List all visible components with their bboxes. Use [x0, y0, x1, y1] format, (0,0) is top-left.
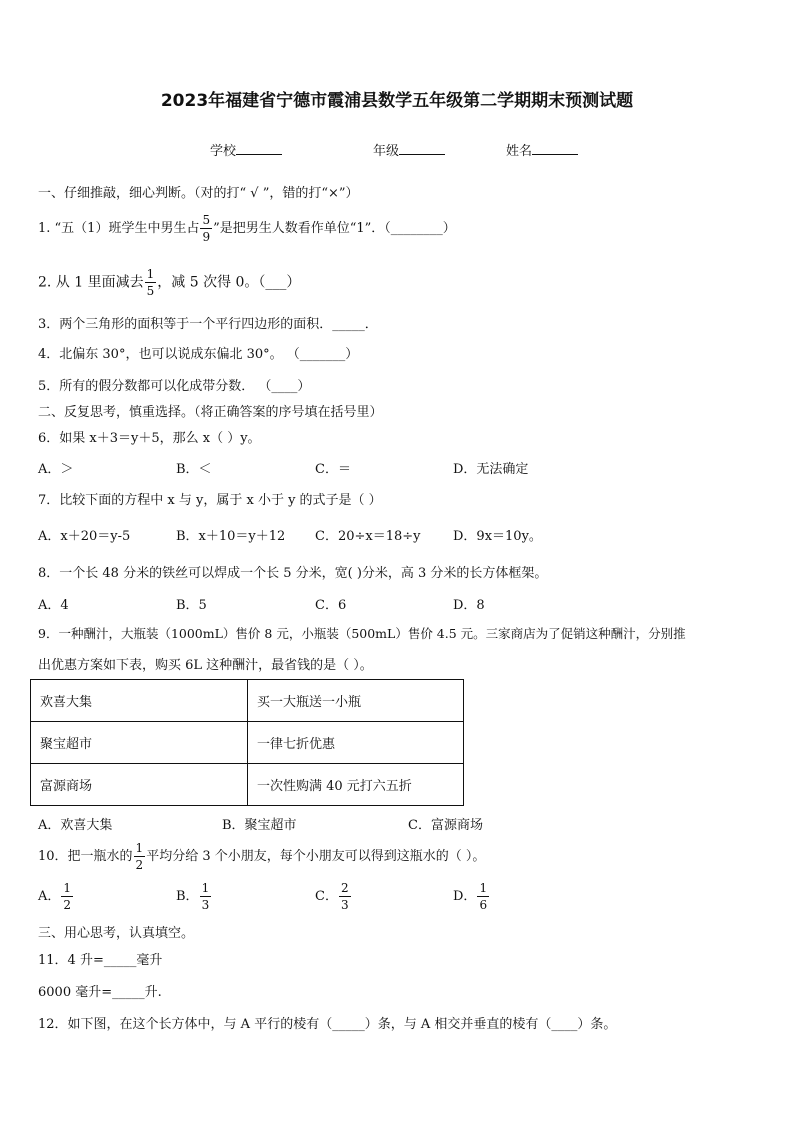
question-11a: 11．4 升=_____毫升	[38, 953, 163, 968]
q6-option-d[interactable]: D．无法确定	[453, 462, 529, 477]
table-cell-offer: 一次性购满 40 元打六五折	[248, 764, 464, 806]
q1-text-pre: 1. “五（1）班学生中男生占	[38, 221, 200, 236]
grade-field[interactable]	[373, 140, 445, 159]
q10-option-a-label: A．	[38, 889, 61, 904]
q2-fraction-denominator: 5	[146, 284, 155, 298]
q9-option-c[interactable]: C．富源商场	[408, 818, 483, 833]
q8-option-d[interactable]: D．8	[453, 598, 485, 613]
q9-option-a[interactable]: A．欢喜大集	[38, 818, 113, 833]
school-label: 学校	[210, 144, 237, 159]
q8-option-b[interactable]: B．5	[176, 598, 207, 613]
q2-text-post: ，减 5 次得 0。（___）	[157, 274, 301, 291]
q1-fraction	[200, 214, 212, 243]
q7-option-d[interactable]: D．9x＝10y。	[453, 529, 542, 544]
promo-table	[30, 679, 464, 806]
q10-option-b[interactable]	[176, 882, 212, 911]
q10-option-b-label: B．	[176, 889, 199, 904]
q10-option-a-fraction	[61, 882, 73, 911]
table-cell-store: 欢喜大集	[31, 680, 248, 722]
question-12: 12．如下图，在这个长方体中，与 A 平行的棱有（_____）条，与 A 相交并垂直的棱有（____）条。	[38, 1017, 617, 1032]
q10-option-a[interactable]	[38, 882, 74, 911]
q6-option-c[interactable]: C．＝	[315, 462, 351, 477]
question-11b: 6000 毫升=_____升.	[38, 985, 162, 1000]
q10-option-c[interactable]	[315, 882, 352, 911]
section3-heading: 三、用心思考，认真填空。	[38, 926, 195, 941]
q8-option-c[interactable]: C．6	[315, 598, 347, 613]
q7-option-a[interactable]: A．x＋20＝y-5	[38, 529, 131, 544]
question-9-stem-line2: 出优惠方案如下表，购买 6L 这种酬汁，最省钱的是（ ）。	[38, 658, 373, 673]
q6-option-a[interactable]: A．＞	[38, 462, 74, 477]
grade-label: 年级	[373, 144, 400, 159]
q10-text-post: 平均分给 3 个小朋友，每个小朋友可以得到这瓶水的（ ）。	[146, 849, 486, 864]
fraction-numerator: 2	[340, 881, 349, 895]
q2-fraction	[145, 268, 157, 297]
q10-option-d[interactable]	[453, 882, 490, 911]
question-8-stem: 8．一个长 48 分米的铁丝可以焊成一个长 5 分米，宽( )分米，高 3 分米的长方体框架。	[38, 566, 548, 581]
question-4: 4．北偏东 30°，也可以说成东偏北 30°。 （_______）	[38, 347, 359, 362]
q1-text-post: ”是把男生人数看作单位“1”．（________）	[213, 221, 456, 236]
school-field[interactable]	[210, 140, 282, 159]
question-2	[38, 268, 300, 297]
question-1	[38, 214, 456, 243]
name-blank[interactable]	[532, 142, 578, 155]
question-9-stem-line1: 9．一种酬汁，大瓶装（1000mL）售价 8 元，小瓶装（500mL）售价 4.5 元。三家商店为了促销这种酬汁，分别推	[38, 626, 686, 641]
question-5: 5．所有的假分数都可以化成带分数． （____）	[38, 379, 311, 394]
q1-fraction-denominator: 9	[202, 230, 211, 244]
name-label: 姓名	[506, 144, 533, 159]
q9-option-b[interactable]: B．聚宝超市	[222, 818, 297, 833]
q7-option-c[interactable]: C．20÷x＝18÷y	[315, 529, 421, 544]
fraction-denominator: 3	[340, 898, 349, 912]
school-blank[interactable]	[236, 142, 282, 155]
q7-option-b[interactable]: B．x＋10＝y＋12	[176, 529, 286, 544]
q10-option-c-fraction	[339, 882, 351, 911]
q10-fraction-numerator: 1	[135, 841, 144, 855]
table-cell-store: 富源商场	[31, 764, 248, 806]
fraction-denominator: 3	[201, 898, 210, 912]
question-10-stem	[38, 842, 485, 871]
name-field[interactable]	[506, 140, 578, 159]
fraction-numerator: 1	[63, 881, 72, 895]
table-cell-offer: 一律七折优惠	[248, 722, 464, 764]
q10-option-b-fraction	[200, 882, 212, 911]
q6-option-b[interactable]: B．＜	[176, 462, 212, 477]
q10-option-d-fraction	[477, 882, 489, 911]
table-cell-store: 聚宝超市	[31, 722, 248, 764]
page-title: 2023年福建省宁德市霞浦县数学五年级第二学期期末预测试题	[160, 91, 634, 111]
q10-fraction-denominator: 2	[135, 858, 144, 872]
question-3: 3．两个三角形的面积等于一个平行四边形的面积．_____．	[38, 317, 378, 332]
q1-fraction-numerator: 5	[202, 213, 211, 227]
q10-text-pre: 10．把一瓶水的	[38, 849, 133, 864]
section1-heading: 一、仔细推敲，细心判断。（对的打“ √ ”，错的打“×”）	[38, 186, 359, 201]
fraction-denominator: 6	[479, 898, 488, 912]
question-6-stem: 6．如果 x＋3＝y＋5，那么 x（ ）y。	[38, 431, 261, 446]
q10-option-c-label: C．	[315, 889, 338, 904]
q10-option-d-label: D．	[453, 889, 477, 904]
section2-heading: 二、反复思考，慎重选择。（将正确答案的序号填在括号里）	[38, 405, 383, 420]
table-row	[31, 764, 464, 806]
q8-option-a[interactable]: A．4	[38, 598, 69, 613]
table-cell-offer: 买一大瓶送一小瓶	[248, 680, 464, 722]
q2-text-pre: 2. 从 1 里面减去	[38, 274, 144, 291]
fraction-denominator: 2	[63, 898, 72, 912]
fraction-numerator: 1	[201, 881, 210, 895]
q2-fraction-numerator: 1	[146, 267, 155, 281]
question-7-stem: 7．比较下面的方程中 x 与 y，属于 x 小于 y 的式子是（ ）	[38, 493, 382, 508]
grade-blank[interactable]	[399, 142, 445, 155]
table-row	[31, 680, 464, 722]
q10-fraction	[134, 842, 146, 871]
fraction-numerator: 1	[479, 881, 488, 895]
table-row	[31, 722, 464, 764]
